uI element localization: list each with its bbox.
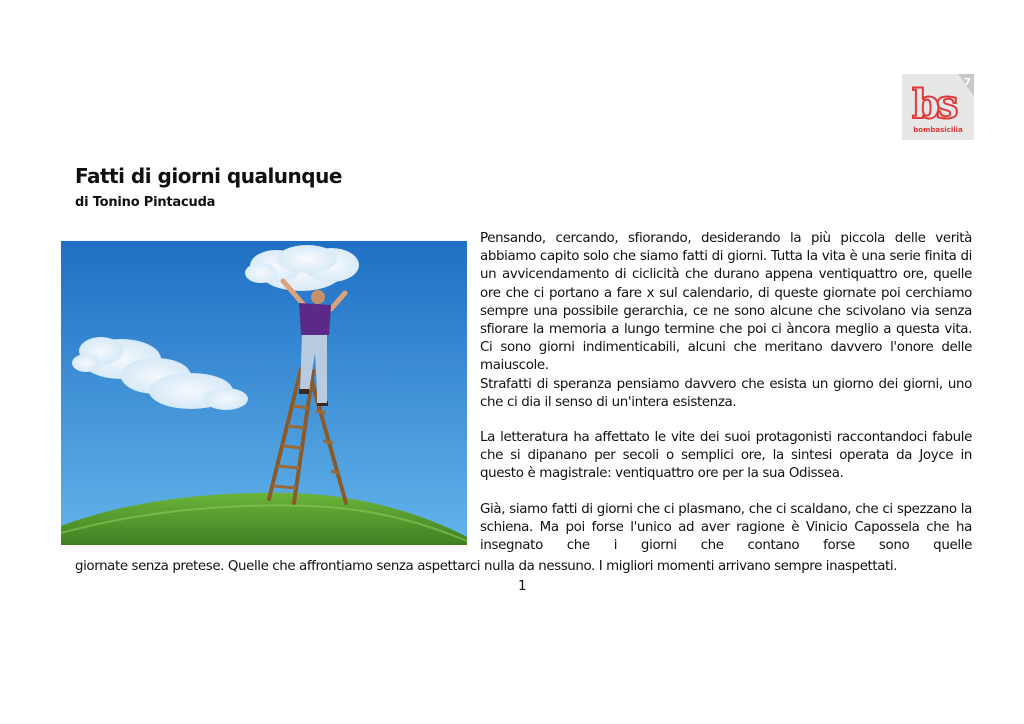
paragraph-3: La letteratura ha affettato le vite dei suoi protagonisti raccontandoci fabule che si dipanano per secoli o semplici ore, la sintesi operata da Joyce in questo è magistrale: ventiquattro ore per la sua Odissea. [480, 430, 972, 482]
paragraph-4-continuation: giornate senza pretese. Quelle che affrontiamo senza aspettarci nulla da nessuno. I migliori momenti arrivano sempre inaspettati. [75, 559, 898, 574]
article-body [480, 230, 972, 555]
logo-brand-name: bombasicilia [913, 126, 963, 134]
man-on-ladder-photo-icon [61, 241, 467, 545]
paragraph-1: Pensando, cercando, sfiorando, desiderando la più piccola delle verità abbiamo capito solo che siamo fatti di giorni. Tutta la vita è una serie finita di un avvicendamento di ciclicità che durano appena ventiquattro ore, quelle ore che ci portano a fare x sul calendario, di queste giornate poi cerchiamo sempre una possibile gerarchia, ce ne sono alcune che scivolano via senza sfiorare la memoria a lungo termine che poi ci àncora meglio a questa vita. Ci sono giorni indimenticabili, alcuni che meritano davvero l'onore delle maiuscole. [480, 231, 972, 374]
page-number: 1 [518, 579, 527, 594]
article-author: di Tonino Pintacuda [75, 195, 216, 210]
article-title: Fatti di giorni qualunque [75, 164, 342, 188]
svg-text:bs: bs [912, 81, 955, 128]
article-photo [61, 241, 467, 545]
issue-number: 7 [964, 77, 971, 88]
paragraph-2: Strafatti di speranza pensiamo davvero che esista un giorno dei giorni, uno che ci dia il senso di un'intera esistenza. [480, 376, 972, 410]
paragraph-4: Già, siamo fatti di giorni che ci plasmano, che ci scaldano, che ci spezzano la schiena. Ma poi forse l'unico ad aver ragione è Vinicio Capossela che ha insegnato che i giorni che contano forse sono quelle [480, 501, 972, 554]
bombasicilia-logo [902, 74, 974, 140]
